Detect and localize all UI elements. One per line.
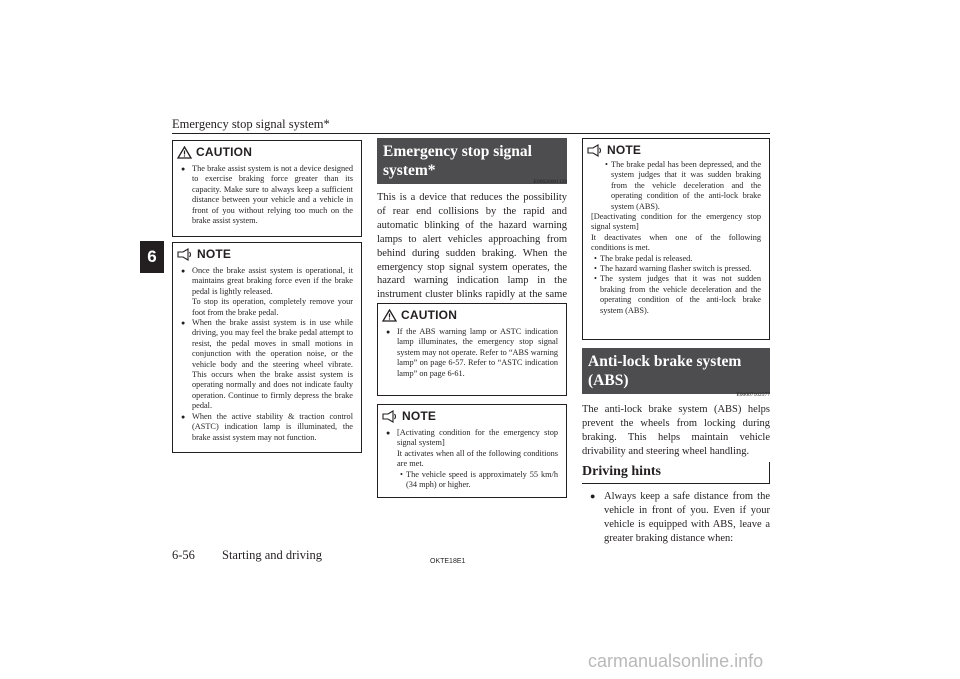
note-bullet-1 xyxy=(181,266,353,318)
note-sub-bullet xyxy=(591,254,761,264)
note-header xyxy=(173,243,361,265)
note-sub-bullet xyxy=(602,160,761,212)
note-bullet-2-text: When the brake assist system is in use while driving, you may feel the brake pedal attempt to resist, the pedal moves in small motions in conjunction with the operation noise, or the vehicle body and the steering wheel vibrate. This occurs when the brake assist system is operating normally and does not indicate faulty operation. Continue to firmly depress the brake pedal. xyxy=(192,318,353,411)
caution-title: CAUTION xyxy=(196,145,253,159)
right-note-box xyxy=(582,138,770,340)
caution-bullet-text: The brake assist system is not a device designed to exercise braking force greater than its capacity. Make sure to always keep a sufficient distance between your vehicle and a vehicle in front of you without relying too much on the brake assist system. xyxy=(192,164,353,226)
bullet-icon: ● xyxy=(181,165,186,173)
note-bullet-3-text: When the active stability & traction control (ASTC) indication lamp is illuminated, the brake assist system may not function. xyxy=(192,411,353,442)
note-bullet-3 xyxy=(181,412,353,443)
caution-bullet xyxy=(386,327,558,379)
chapter-tab: 6 xyxy=(140,241,164,273)
abs-intro-paragraph: The anti-lock brake system (ABS) helps prevent the wheels from locking during braking. This helps maintain vehicle drivability and steering wheel handling. xyxy=(582,404,770,457)
note-icon xyxy=(587,144,603,157)
note-body xyxy=(378,427,566,496)
left-note-box xyxy=(172,242,362,453)
note-line-2: It activates when all of the following conditions are met. xyxy=(397,448,558,469)
note-title: NOTE xyxy=(197,247,232,261)
caution-header xyxy=(173,141,361,163)
sub-bullet-icon: • xyxy=(400,469,403,479)
note-sub-bullet xyxy=(591,274,761,316)
intro-paragraph: This is a device that reduces the possibility of rear end collisions by the rapid and automatic blinking of the hazard warning lamps to alert vehicles approaching from behind during sudden braking. When the emergency stop signal system operates, the hazard warning indication lamp in the instrument cluster blinks rapidly at the same xyxy=(377,192,567,301)
caution-body xyxy=(173,163,361,232)
sub-bullet-icon: • xyxy=(594,264,597,274)
note-body xyxy=(173,265,361,449)
note-bullet-2 xyxy=(181,318,353,412)
note-header xyxy=(378,405,566,427)
warning-triangle-icon xyxy=(382,309,397,322)
section-code: E00626001129 xyxy=(533,179,567,185)
driving-hints-bullet xyxy=(590,490,770,546)
header-rule xyxy=(172,133,770,134)
middle-caution-box xyxy=(377,303,567,396)
note-sub-bullet xyxy=(591,264,761,274)
sub-bullet-icon: • xyxy=(594,253,597,263)
note-sub-bullet xyxy=(397,470,558,491)
section-title-emergency-stop: Emergency stop signal system* xyxy=(377,138,567,184)
note-header xyxy=(583,139,769,161)
note-bracket-text: [Activating condition for the emergency stop signal system] xyxy=(397,428,558,448)
note-sub-bullet-text: The hazard warning flasher switch is pressed. xyxy=(600,264,752,274)
note-bracket-text: [Deactivating condition for the emergency stop signal system] xyxy=(591,212,761,232)
footer-section: Starting and driving xyxy=(222,548,322,562)
note-bullet xyxy=(386,428,558,490)
page-number: 6-56 xyxy=(172,548,195,562)
bullet-icon: ● xyxy=(590,491,596,501)
note-bullet-1-extra: To stop its operation, completely remove your foot from the brake pedal. xyxy=(192,297,353,317)
bullet-icon: ● xyxy=(386,328,391,336)
footer-code: OKTE18E1 xyxy=(430,558,466,565)
caution-bullet xyxy=(181,164,353,226)
subheading-text: Driving hints xyxy=(582,464,661,479)
caution-header xyxy=(378,304,566,326)
bullet-icon: ● xyxy=(181,319,186,328)
watermark: carmanualsonline.info xyxy=(588,651,764,671)
section-title-abs: Anti-lock brake system (ABS) xyxy=(582,348,770,394)
bullet-icon: ● xyxy=(386,429,391,437)
bullet-icon: ● xyxy=(181,412,186,421)
warning-triangle-icon xyxy=(177,146,192,159)
note-sub-bullet-text: The brake pedal has been depressed, and the system judges that it was sudden braking from the vehicle deceleration and the operating condition of the anti-lock brake system (ABS). xyxy=(611,160,761,211)
note-icon xyxy=(382,410,398,423)
middle-note-box xyxy=(377,404,567,498)
note-sub-bullet-text: The system judges that it was not sudden braking from the vehicle deceleration and the operating condition of the anti-lock brake system (ABS). xyxy=(600,274,761,315)
caution-bullet-text: If the ABS warning lamp or ASTC indication lamp illuminates, the emergency stop signal system may not operate. Refer to “ABS warning lamp” on page 6-57. Refer to “ASTC indication lamp” on page 6-61. xyxy=(397,327,558,378)
note-line-2: It deactivates when one of the following conditions is met. xyxy=(591,232,761,253)
note-title: NOTE xyxy=(607,143,642,157)
caution-title: CAUTION xyxy=(401,308,458,322)
note-bullet-1-text: Once the brake assist system is operational, it maintains great braking force even if the brake pedal is lightly released. xyxy=(192,266,353,296)
note-icon xyxy=(177,248,193,261)
note-title: NOTE xyxy=(402,409,437,423)
subheading-driving-hints xyxy=(582,462,770,484)
left-caution-box xyxy=(172,140,362,237)
note-body xyxy=(583,159,769,322)
sub-bullet-icon: • xyxy=(594,274,597,284)
caution-body xyxy=(378,326,566,385)
note-sub-bullet-text: The brake pedal is released. xyxy=(600,253,693,263)
section-code: E00607102577 xyxy=(736,392,770,398)
driving-hints-bullet-text: Always keep a safe distance from the vehicle in front of you. Even if your vehicle is equipped with ABS, leave a greater braking distance when: xyxy=(604,491,770,544)
note-sub-bullet-text: The vehicle speed is approximately 55 km/h (34 mph) or higher. xyxy=(406,469,558,490)
bullet-icon: ● xyxy=(181,267,186,275)
running-title: Emergency stop signal system* xyxy=(172,117,330,131)
sub-bullet-icon: • xyxy=(605,160,608,169)
